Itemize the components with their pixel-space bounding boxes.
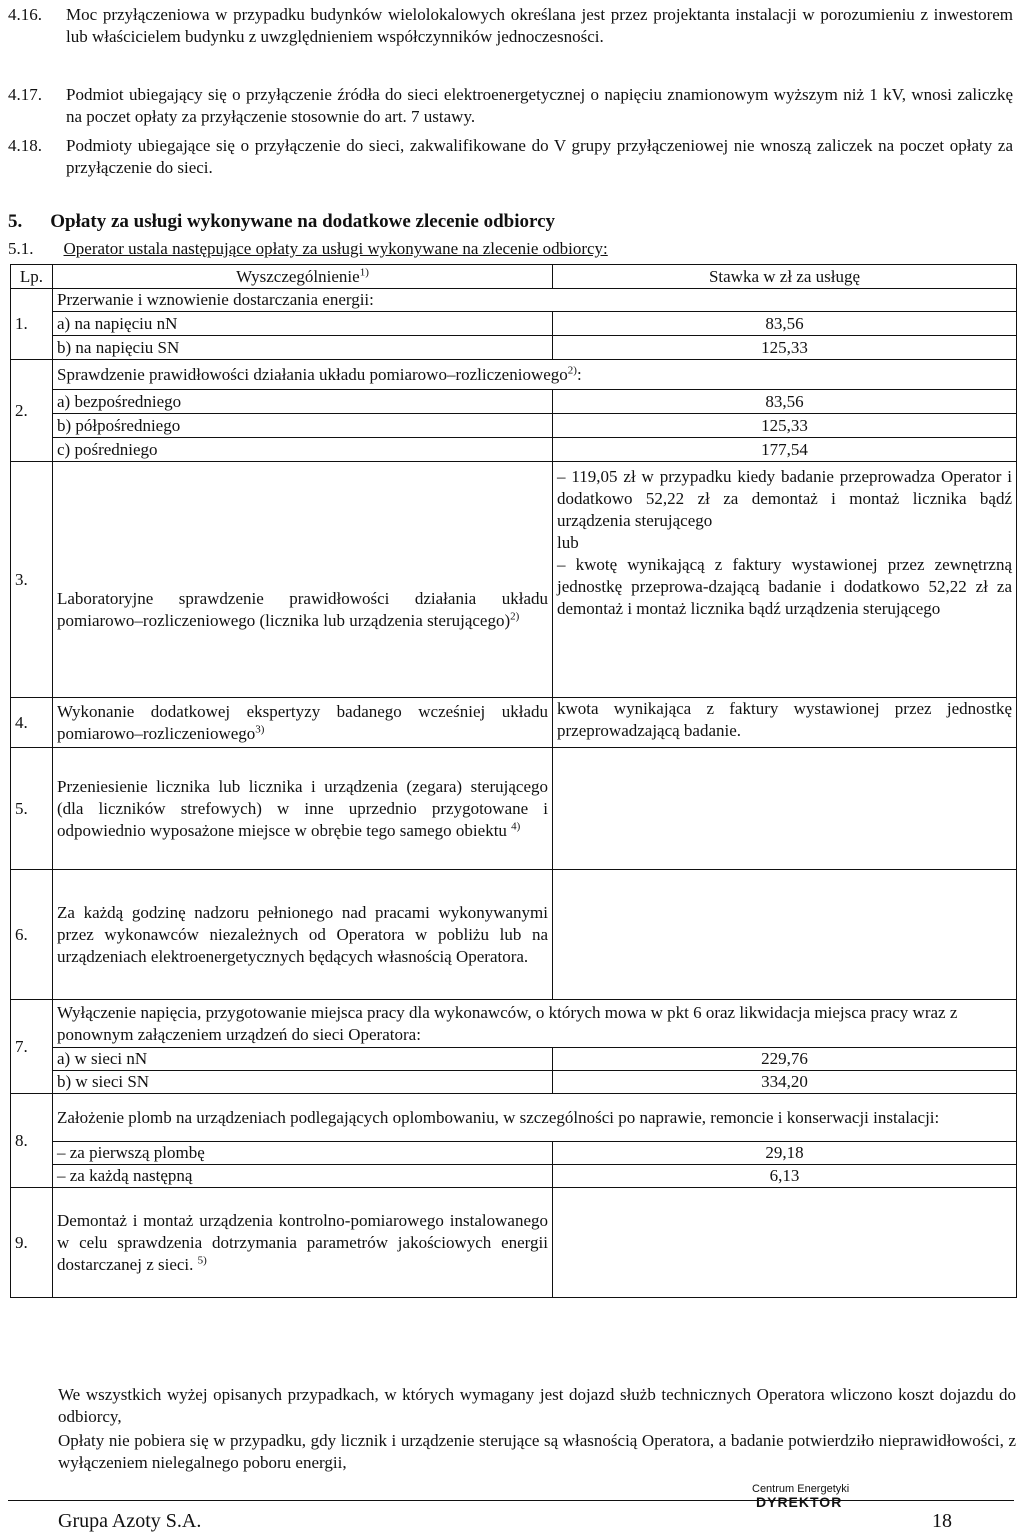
row-number: 7.	[11, 1000, 53, 1094]
paragraph-4-18	[8, 135, 1013, 179]
note-no-fee: Opłaty nie pobiera się w przypadku, gdy licznik i urządzenie sterujące są własnością Operatora, a badanie potwierdziło nieprawidłowości, z wyłączeniem nielegalnego poboru energii,	[58, 1431, 1016, 1472]
row-value: 177,54	[553, 438, 1017, 462]
row-item: a) w sieci nN	[53, 1048, 553, 1071]
paragraph-text: Podmioty ubiegające się o przyłączenie do sieci, zakwalifikowane do V grupy przyłączeniowej nie wnoszą zaliczek na poczet opłaty za przyłączenie do sieci.	[66, 136, 1013, 177]
table-row	[11, 1188, 1017, 1298]
table-row	[11, 1048, 1017, 1071]
row-description: Przeniesienie licznika lub licznika i urządzenia (zegara) sterującego (dla liczników strefowych) w inne uprzednio przygotowane i odpowiednio wyposażone miejsce w obrębie tego samego obiektu $^{4)}$	[53, 748, 553, 870]
table-row	[11, 1000, 1017, 1048]
row-rate-empty	[553, 748, 1017, 870]
row-rate: kwota wynikająca z faktury wystawionej przez jednostkę przeprowadzającą badanie.	[553, 698, 1017, 748]
table-row	[11, 698, 1017, 748]
section-number: 5.	[8, 211, 23, 232]
page-number: 18	[932, 1510, 952, 1532]
table-row	[11, 462, 1017, 698]
table-row	[11, 336, 1017, 360]
table-row	[11, 360, 1017, 390]
row-description: Wykonanie dodatkowej ekspertyzy badanego wcześniej układu pomiarowo–rozliczeniowego$^{3)}$	[53, 698, 553, 748]
row-title: Sprawdzenie prawidłowości działania układu pomiarowo–rozliczeniowego$^{2)}$:	[53, 360, 1017, 390]
note-travel-cost: We wszystkich wyżej opisanych przypadkach, w których wymagany jest dojazd służb technicznych Operatora wliczono koszt dojazdu do odbiorcy,	[58, 1385, 1016, 1426]
rate-option-1: – 119,05 zł w przypadku kiedy badanie przeprowadza Operator i dodatkowo 52,22 zł za demontaż i montaż licznika bądź urządzenia sterującego	[557, 467, 1012, 530]
row-item: b) w sieci SN	[53, 1071, 553, 1094]
row-item: a) na napięciu nN	[53, 312, 553, 336]
row-value: 6,13	[553, 1165, 1017, 1188]
paragraph-text: Podmiot ubiegający się o przyłączenie źródła do sieci elektroenergetycznej o napięciu znamionowym wyższym niż 1 kV, wnosi zaliczkę na poczet opłaty za przyłączenie stosownie do art. 7 ustawy.	[66, 85, 1013, 126]
row-value: 334,20	[553, 1071, 1017, 1094]
row-title: Przerwanie i wznowienie dostarczania energii:	[53, 289, 1017, 312]
row-rate-empty	[553, 1188, 1017, 1298]
row-value: 125,33	[553, 414, 1017, 438]
table-row	[11, 870, 1017, 1000]
paragraph-number: 4.17.	[8, 85, 42, 104]
paragraph-number: 4.18.	[8, 136, 42, 155]
row-item: a) bezpośredniego	[53, 390, 553, 414]
row-number: 4.	[11, 698, 53, 748]
row-value: 229,76	[553, 1048, 1017, 1071]
subsection-text: Operator ustala następujące opłaty za usługi wykonywane na zlecenie odbiorcy:	[63, 239, 608, 258]
row-item: – za każdą następną	[53, 1165, 553, 1188]
table-row	[11, 438, 1017, 462]
row-title: Założenie plomb na urządzeniach podlegających oplombowaniu, w szczególności po naprawie, remoncie i konserwacji instalacji:	[53, 1094, 1017, 1142]
row-value: 29,18	[553, 1142, 1017, 1165]
subsection-heading	[8, 238, 608, 260]
section-heading	[8, 211, 555, 233]
table-row	[11, 748, 1017, 870]
table-header-row	[11, 265, 1017, 289]
row-description: Za każdą godzinę nadzoru pełnionego nad pracami wykonywanymi przez wykonawców niezależnych od Operatora w pobliżu lub na urządzeniach elektroenergetycznych będących własnością Operatora.	[53, 870, 553, 1000]
header-description: Wyszczególnienie$^{1)}$	[53, 265, 553, 289]
row-number: 2.	[11, 360, 53, 462]
header-rate: Stawka w zł za usługę	[553, 265, 1017, 289]
row-rate-empty	[553, 870, 1017, 1000]
row-title: Wyłączenie napięcia, przygotowanie miejsca pracy dla wykonawców, o których mowa w pkt 6 oraz likwidacja miejsca pracy wraz z ponownym załączeniem urządzeń do sieci Operatora:	[53, 1000, 1017, 1048]
row-number: 8.	[11, 1094, 53, 1188]
table-row	[11, 1142, 1017, 1165]
row-item: – za pierwszą plombę	[53, 1142, 553, 1165]
table-row	[11, 390, 1017, 414]
row-item: b) półpośredniego	[53, 414, 553, 438]
row-number: 3.	[11, 462, 53, 698]
row-number: 6.	[11, 870, 53, 1000]
row-description: Demontaż i montaż urządzenia kontrolno-pomiarowego instalowanego w celu sprawdzenia dotrzymania parametrów jakościowych energii dostarczanej z sieci. $^{5)}$	[53, 1188, 553, 1298]
row-rate	[553, 462, 1017, 698]
paragraph-4-17	[8, 84, 1013, 128]
stamp-department: Centrum Energetyki	[752, 1483, 850, 1495]
table-row	[11, 1071, 1017, 1094]
footer-company: Grupa Azoty S.A.	[58, 1510, 202, 1532]
row-number: 5.	[11, 748, 53, 870]
rate-or: lub	[557, 533, 579, 552]
rate-option-2: – kwotę wynikającą z faktury wystawionej przez zewnętrzną jednostkę przeprowa-dzającą badanie i dodatkowo 52,22 zł za demontaż i montaż licznika bądź urządzenia sterującego	[557, 555, 1012, 618]
table-row	[11, 1165, 1017, 1188]
row-value: 125,33	[553, 336, 1017, 360]
stamp-title: DYREKTOR	[756, 1494, 843, 1510]
paragraph-4-16	[8, 4, 1013, 48]
row-number: 9.	[11, 1188, 53, 1298]
row-value: 83,56	[553, 390, 1017, 414]
fees-table	[10, 264, 1017, 1298]
row-description: Laboratoryjne sprawdzenie prawidłowości działania układu pomiarowo–rozliczeniowego (licznika lub urządzenia sterującego)$^{2)}$	[53, 462, 553, 698]
footer-divider	[8, 1500, 1014, 1501]
table-row	[11, 1094, 1017, 1142]
header-lp: Lp.	[11, 265, 53, 289]
row-value: 83,56	[553, 312, 1017, 336]
row-item: b) na napięciu SN	[53, 336, 553, 360]
table-row	[11, 289, 1017, 312]
paragraph-text: Moc przyłączeniowa w przypadku budynków wielolokalowych określana jest przez projektanta instalacji w porozumieniu z inwestorem lub właścicielem budynku z uwzględnieniem współczynników jednoczesności.	[66, 5, 1013, 46]
table-row	[11, 312, 1017, 336]
row-number: 1.	[11, 289, 53, 360]
row-item: c) pośredniego	[53, 438, 553, 462]
subsection-number: 5.1.	[8, 239, 34, 258]
paragraph-number: 4.16.	[8, 5, 42, 24]
table-row	[11, 414, 1017, 438]
section-title: Opłaty za usługi wykonywane na dodatkowe zlecenie odbiorcy	[50, 211, 556, 232]
